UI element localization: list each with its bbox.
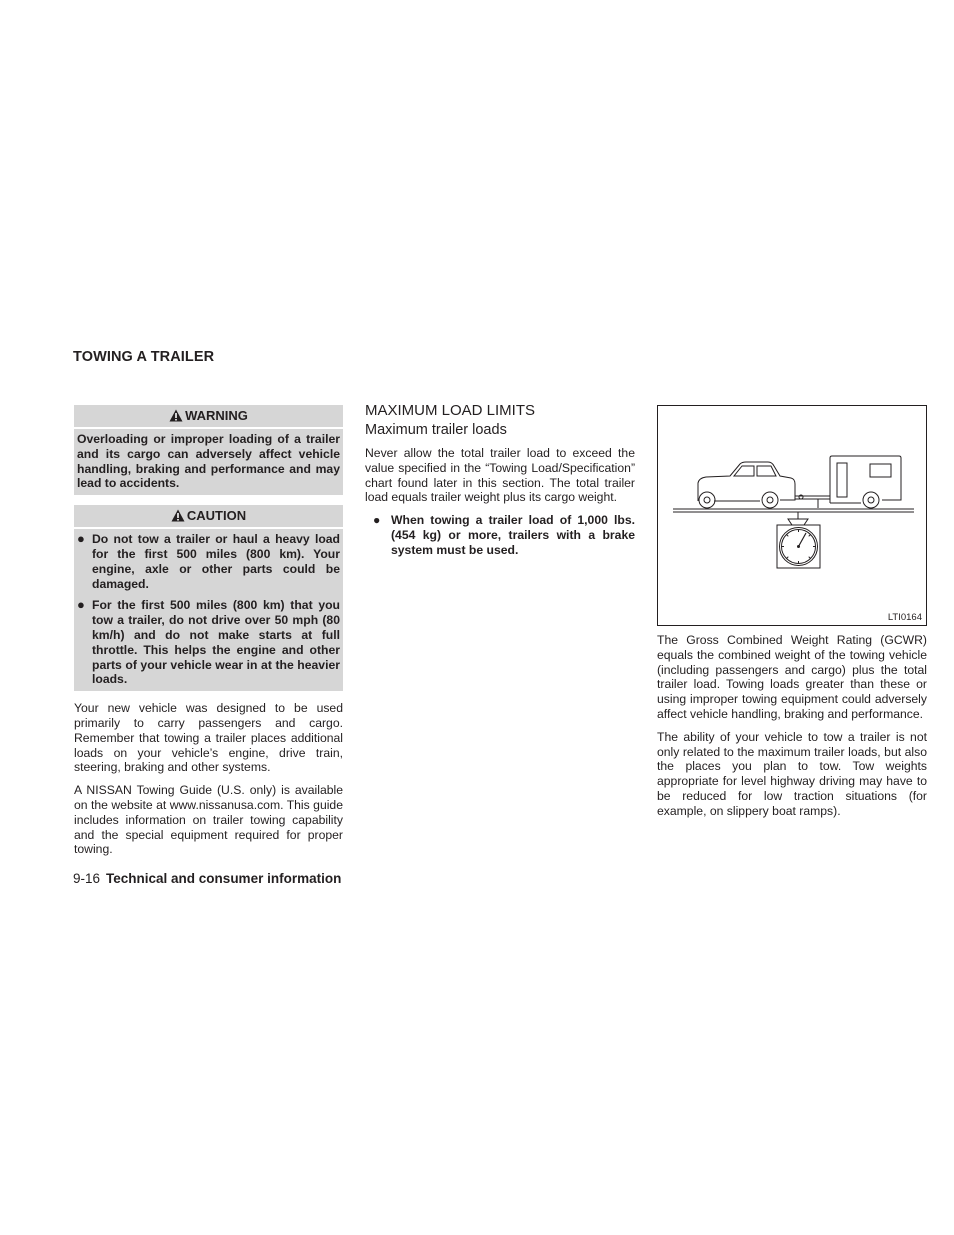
brake-system-bullet	[365, 513, 635, 557]
column-left	[74, 405, 343, 865]
warning-title: WARNING	[185, 408, 248, 423]
caution-item-text: Do not tow a trailer or haul a heavy load for the first 500 miles (800 km). Your engine, axle or other parts could be damaged.	[92, 532, 340, 591]
bullet-icon: ●	[77, 597, 85, 613]
bullet-icon: ●	[373, 513, 381, 528]
brake-system-text: When towing a trailer load of 1,000 lbs. (454 kg) or more, trailers with a brake system must be used.	[391, 513, 635, 557]
intro-paragraph: Your new vehicle was designed to be used primarily to carry passengers and cargo. Remember that towing a trailer places additional loads on your vehicle’s engine, drive train, steering, braking and other systems.	[74, 701, 343, 775]
max-load-paragraph: Never allow the total trailer load to exceed the value specified in the “Towing Load/Specification” chart found later in this section. The total trailer load equals trailer weight plus its cargo weight.	[365, 446, 635, 505]
warning-box	[74, 405, 343, 495]
warning-header	[74, 405, 343, 429]
caution-triangle-icon	[171, 507, 185, 529]
page-footer	[73, 871, 341, 886]
caution-box	[74, 505, 343, 691]
caution-title: CAUTION	[186, 508, 247, 524]
figure-code: LTI0164	[887, 612, 922, 623]
towing-scale-figure	[657, 405, 927, 626]
column-middle	[365, 402, 635, 558]
car-trailer-scale-illustration	[658, 406, 926, 625]
warning-triangle-icon	[169, 407, 183, 429]
caution-item	[77, 598, 340, 687]
caution-item-text: For the first 500 miles (800 km) that you tow a trailer, do not drive over 50 mph (80 km/h) and do not make starts at full throttle. This helps the engine and other parts of your vehicle wear in at the heavier loads.	[92, 598, 340, 687]
column-right	[657, 405, 927, 827]
towing-guide-paragraph: A NISSAN Towing Guide (U.S. only) is available on the website at www.nissanusa.com. This guide includes information on trailer towing capability and the special equipment required for proper towing.	[74, 783, 343, 857]
page-number: 9-16	[73, 871, 101, 886]
caution-item	[77, 532, 340, 591]
tow-ability-paragraph: The ability of your vehicle to tow a trailer is not only related to the maximum trailer loads, but also the places you plan to tow. Tow weights appropriate for level highway driving may have to be reduced for low traction situations (for example, on slippery boat ramps).	[657, 729, 927, 818]
gcwr-paragraph: The Gross Combined Weight Rating (GCWR) equals the combined weight of the towing vehicle (including passengers and cargo) plus the total trailer load. Towing loads greater than these or using improper towing equipment could adversely affect vehicle handling, braking and performance.	[657, 633, 927, 721]
footer-chapter-title: Technical and consumer information	[106, 871, 342, 886]
max-load-heading: MAXIMUM LOAD LIMITS	[365, 402, 536, 419]
section-title: TOWING A TRAILER	[73, 349, 215, 365]
caution-body	[74, 529, 343, 691]
max-trailer-loads-subheading: Maximum trailer loads	[365, 422, 507, 438]
caution-header	[74, 505, 343, 529]
warning-text: Overloading or improper loading of a trailer and its cargo can adversely affect vehicle handling, braking and performance and may lead to accidents.	[77, 432, 340, 491]
bullet-icon: ●	[77, 531, 85, 547]
